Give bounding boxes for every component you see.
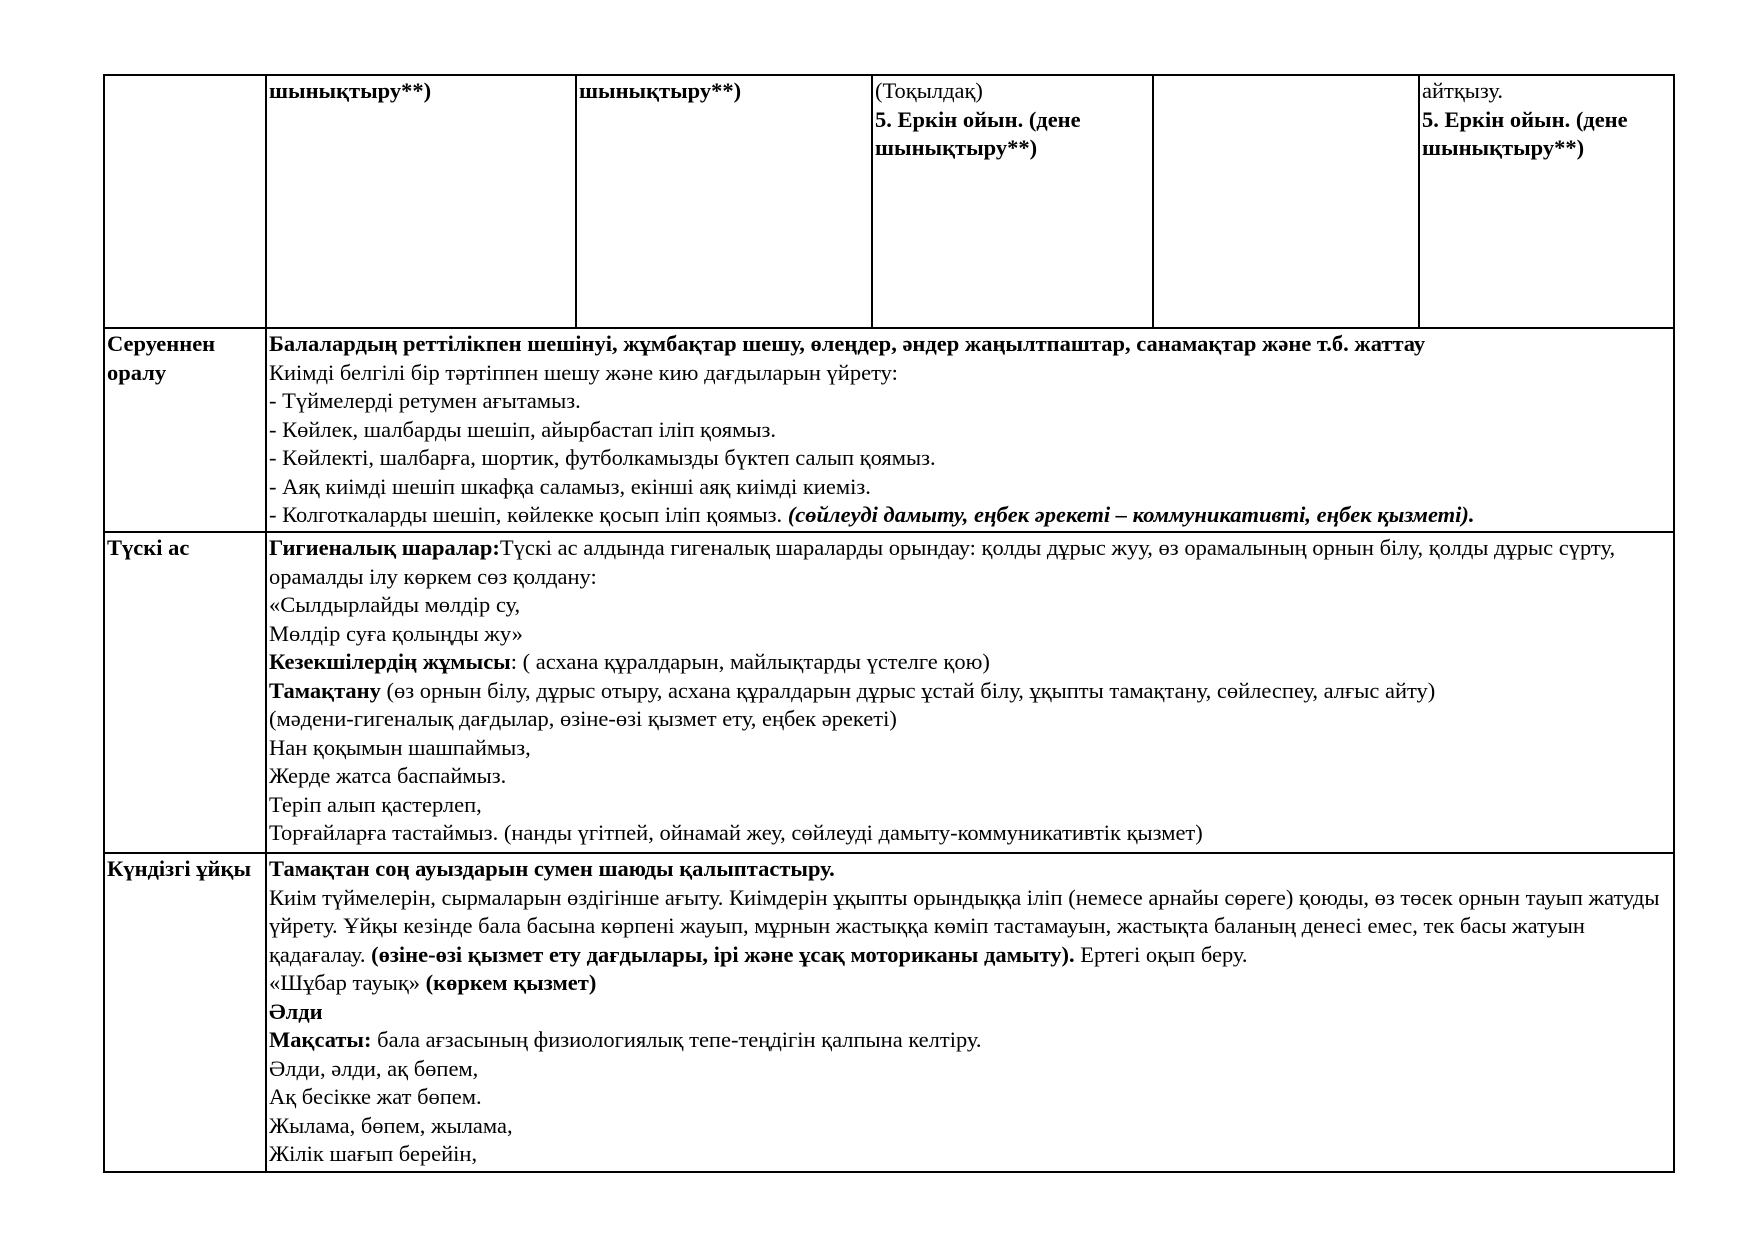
text-line: - Көйлекті, шалбарға, шортик, футболкамызды бүктеп салып қоямыз. bbox=[269, 445, 936, 470]
text-fragment: Ертегі оқып беру. bbox=[1074, 941, 1248, 967]
poem-line: Жерде жатса баспаймыз. bbox=[269, 763, 507, 788]
cell-day4 bbox=[872, 75, 1153, 328]
cell-day5 bbox=[1153, 75, 1419, 328]
cell-day3 bbox=[576, 75, 872, 328]
poem-line: Ақ бесікке жат бөпем. bbox=[269, 1084, 482, 1109]
cell-text: шынықтыру**) bbox=[1422, 135, 1585, 160]
table-row bbox=[104, 853, 1674, 1172]
text-fragment: Түскі ас алдында гигеналық шараларды орындау: қолды дұрыс жуу, өз орамалының орнын білу, қолды дұрыс сүрту, орамалды ілу көркем сөз қолдану: bbox=[269, 535, 1616, 589]
bold-term: (көркем қызмет) bbox=[425, 970, 597, 995]
schedule-table bbox=[103, 74, 1675, 1173]
poem-line: Торғайларға тастаймыз. (нанды үгітпей, ойнамай жеу, сөйлеуді дамыту-коммуникативтік қызмет) bbox=[269, 820, 1203, 845]
cell-text: шынықтыру**) bbox=[269, 78, 432, 103]
cell-text: шынықтыру**) bbox=[875, 135, 1038, 160]
text-paragraph bbox=[269, 534, 1671, 591]
poem-line: Жылама, бөпем, жылама, bbox=[269, 1112, 513, 1138]
text-line bbox=[269, 969, 1671, 998]
cell-day6 bbox=[1419, 75, 1674, 328]
cell-text: 5. Еркін ойын. (дене bbox=[875, 106, 1081, 132]
text-line bbox=[269, 648, 1671, 677]
cell-text: айтқызу. bbox=[1422, 78, 1503, 103]
text-line: (мәдени-гигеналық дағдылар, өзіне-өзі қызмет ету, еңбек әрекеті) bbox=[269, 706, 897, 731]
poem-line: Мөлдір суға қолыңды жу» bbox=[269, 620, 523, 646]
text-line: Киімді белгілі бір тәртіппен шешу және кию дағдыларын үйрету: bbox=[269, 359, 898, 385]
bold-term: Мақсаты: bbox=[269, 1027, 372, 1052]
bold-term: Кезекшілердің жұмысы bbox=[269, 649, 511, 674]
text-fragment: : ( асхана құралдарын, майлықтарды үстелге қою) bbox=[510, 649, 990, 674]
poem-line: Теріп алып қастерлеп, bbox=[269, 791, 482, 817]
table-row bbox=[104, 328, 1674, 532]
poem-line: «Сылдырлайды мөлдір су, bbox=[269, 592, 521, 617]
table-row bbox=[104, 75, 1674, 328]
bold-term: Гигиеналық шаралар: bbox=[269, 535, 500, 560]
text-fragment: бала ағзасының физиологиялық тепе-теңдігін қалпына келтіру. bbox=[371, 1027, 982, 1052]
text-line: - Түймелерді ретумен ағытамыз. bbox=[269, 388, 581, 413]
text-fragment: «Шұбар тауық» bbox=[269, 970, 426, 995]
cell-empty bbox=[104, 75, 266, 328]
cell-text: шынықтыру**) bbox=[579, 78, 742, 103]
row-heading: Тамақтан соң ауыздарын сумен шаюды қалыптастыру. bbox=[269, 856, 835, 881]
cell-text: 5. Еркін ойын. (дене bbox=[1422, 106, 1628, 132]
cell-day2 bbox=[266, 75, 576, 328]
bold-term: (өзіне-өзі қызмет ету дағдылары, ірі және ұсақ моториканы дамыту). bbox=[371, 941, 1075, 967]
text-fragment: (өз орнын білу, дұрыс отыру, асхана құралдарын дұрыс ұстай білу, ұқыпты тамақтану, сөйлеспеу, алғыс айту) bbox=[380, 677, 1436, 703]
row-label: Серуеннен оралу bbox=[104, 328, 266, 532]
emphasis-text: (сөйлеуді дамыту, еңбек әрекеті – коммуникативті, еңбек қызметі). bbox=[787, 502, 1475, 527]
row-content bbox=[266, 328, 1674, 532]
text-line: - Көйлек, шалбарды шешіп, айырбастап іліп қоямыз. bbox=[269, 416, 776, 442]
bold-term: Тамақтану bbox=[269, 677, 381, 703]
cell-text: (Тоқылдақ) bbox=[875, 78, 983, 103]
table-row bbox=[104, 532, 1674, 853]
poem-line: Нан қоқымын шашпаймыз, bbox=[269, 734, 531, 760]
row-content bbox=[266, 532, 1674, 853]
row-content bbox=[266, 853, 1674, 1172]
row-label: Түскі ас bbox=[104, 532, 266, 853]
text-line: - Аяқ киімді шешіп шкафқа саламыз, екінші аяқ киімді киеміз. bbox=[269, 473, 871, 499]
poem-line: Әлди, әлди, ақ бөпем, bbox=[269, 1055, 479, 1081]
text-line bbox=[269, 501, 1671, 530]
row-heading: Балалардың реттілікпен шешінуі, жұмбақтар шешу, өлеңдер, әндер жаңылтпаштар, санамақтар және т.б. жаттау bbox=[269, 331, 1426, 356]
poem-line: Жілік шағып берейін, bbox=[269, 1141, 478, 1166]
poem-title: Әлди bbox=[269, 998, 323, 1024]
text-fragment: - Колготкаларды шешіп, көйлекке қосып іліп қоямыз. bbox=[269, 502, 788, 527]
row-label: Күндізгі ұйқы bbox=[104, 853, 266, 1172]
text-line bbox=[269, 1026, 1671, 1055]
text-paragraph bbox=[269, 884, 1671, 970]
document-page bbox=[103, 74, 1673, 1173]
text-fragment: Киім түймелерін, сырмаларын өздігінше ағыту. Киімдерін ұқыпты орындыққа іліп (немесе арнайы сөреге) қоюды, өз төсек орнын тауып жатуды үйрету. Ұйқы кезінде бала басына көрпені жауып, мұрнын жастыққа көміп тастамауын, жастықта баланың денесі емес, тек басы жатуын қадағалау. bbox=[269, 884, 1660, 967]
text-line bbox=[269, 677, 1671, 706]
